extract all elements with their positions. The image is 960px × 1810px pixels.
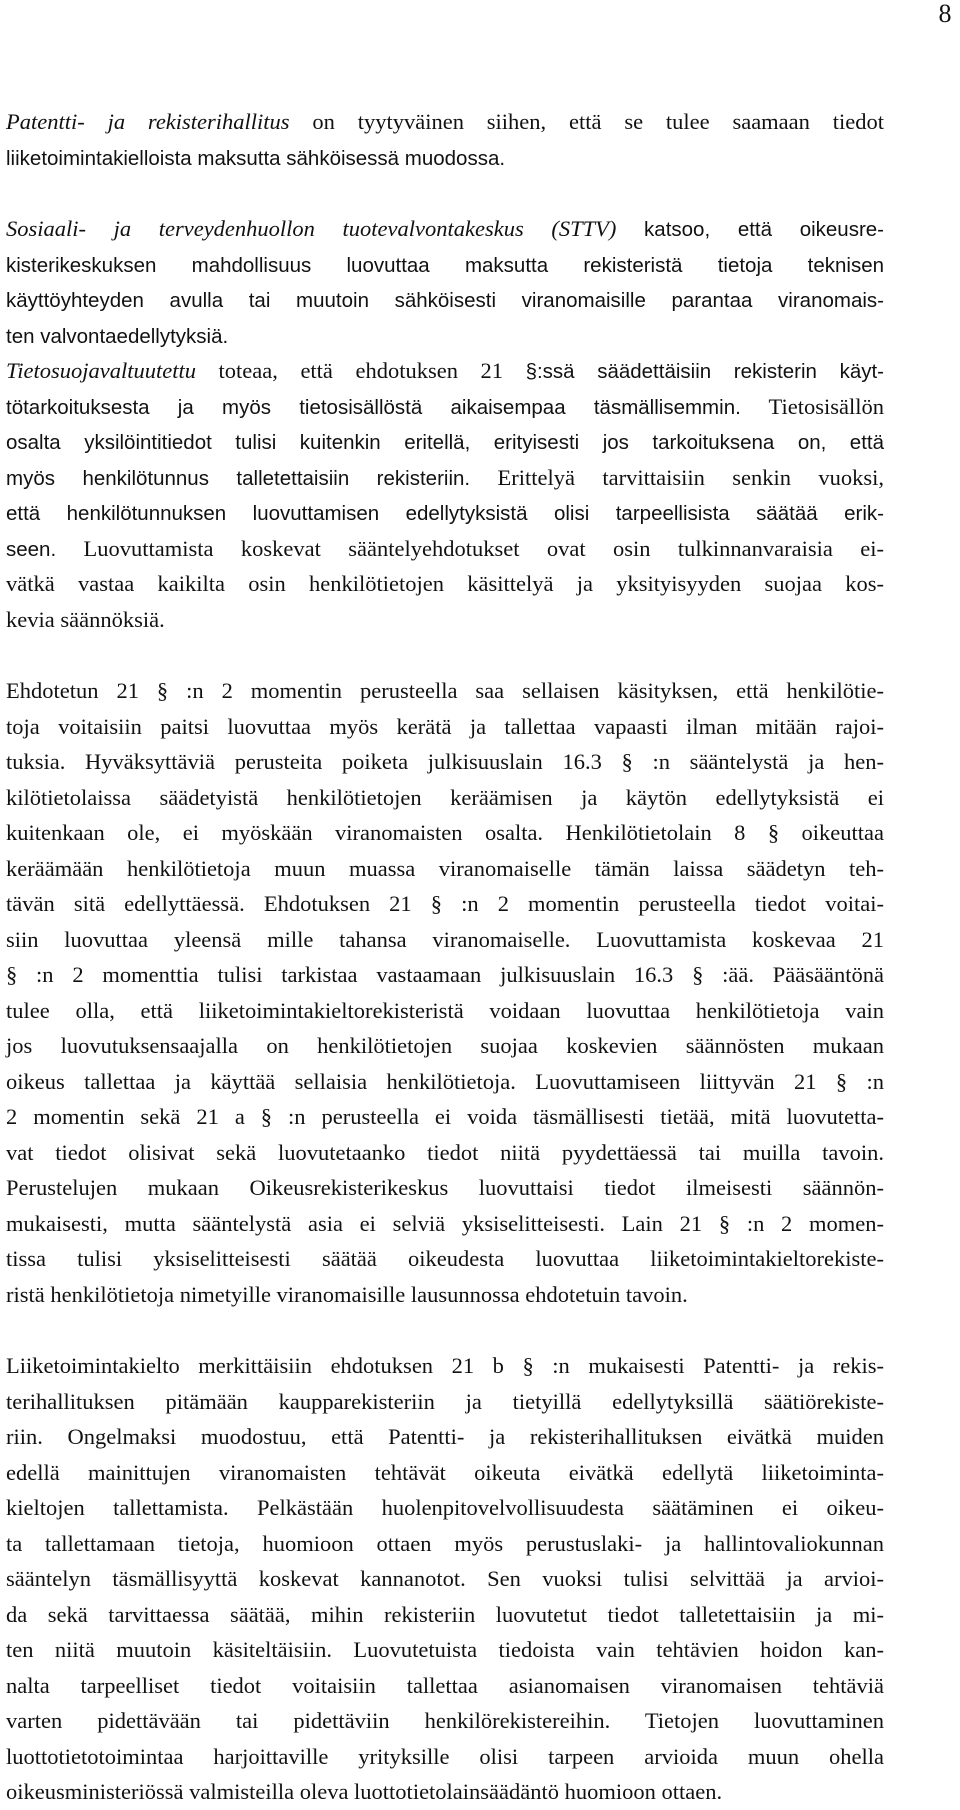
text-segment: liiketoimintakielloista maksutta sähköisessä muodossa.: [6, 146, 506, 170]
text-line: [6, 922, 884, 958]
text-line: [6, 815, 884, 851]
text-line: [6, 1206, 884, 1242]
text-segment: Tietosuojavaltuutettu: [6, 358, 196, 383]
text-segment: ten niitä muutoin käsiteltäisiin. Luovutetuista tiedoista vain tehtävien hoidon kan-: [6, 1637, 884, 1662]
text-segment: kieltojen tallettamista. Pelkästään huolenpitovelvollisuudesta säätäminen ei oikeu-: [6, 1495, 884, 1520]
text-segment: katsoo, että oikeusre-: [616, 218, 885, 241]
text-segment: oikeus tallettaa ja käyttää sellaisia henkilötietoja. Luovuttamiseen liittyvän 21 § :n: [6, 1068, 884, 1094]
text-segment: siin luovuttaa yleensä mille tahansa viranomaiselle. Luovuttamista koskevaa 21: [6, 926, 884, 952]
text-segment: Patentti- ja rekisterihallitus: [6, 109, 290, 134]
text-segment: §:ssä säädettäisiin rekisterin käyt-: [525, 360, 884, 383]
text-line: [6, 318, 884, 354]
text-segment: varten pidettävään tai pidettäviin henkilörekistereihin. Tietojen luovuttaminen: [6, 1708, 884, 1733]
text-line: [6, 424, 884, 460]
text-segment: tulee olla, että liiketoimintakieltorekisteristä voidaan luovuttaa henkilötietoja vain: [6, 997, 884, 1023]
text-line: [6, 353, 884, 389]
text-segment: jos luovutuksensaajalla on henkilötietojen suojaa koskevien säännösten mukaan: [6, 1033, 884, 1058]
text-line: [6, 780, 884, 816]
text-segment: että henkilötunnuksen luovuttamisen edellytyksistä olisi tarpeellisista säätää erik-: [6, 502, 884, 525]
text-segment: vätkä vastaa kaikilta osin henkilötietojen käsittelyä ja yksityisyyden suojaa kos-: [6, 571, 884, 596]
text-segment: kisterikeskuksen mahdollisuus luovuttaa maksutta rekisteristä tietoja teknisen: [6, 253, 884, 277]
text-segment: Liiketoimintakielto merkittäisiin ehdotuksen 21 b § :n mukaisesti Patentti- ja rekis-: [6, 1353, 884, 1378]
paragraph-ehdotetun-21: [6, 673, 884, 1312]
text-segment: käyttöyhteyden avulla tai muutoin sähköisesti viranomaisille parantaa viranomais-: [6, 289, 884, 312]
text-line: [6, 1703, 884, 1739]
text-line: [6, 1526, 884, 1562]
text-line: [6, 851, 884, 887]
text-line: [6, 1632, 884, 1668]
text-line: [6, 1348, 884, 1384]
text-line: [6, 1064, 884, 1100]
text-line: [6, 673, 884, 709]
text-segment: tötarkoituksesta ja myös tietosisällöstä aikaisempaa täsmällisemmin.: [6, 395, 741, 419]
paragraph-sttv: [6, 211, 884, 353]
text-segment: tuksia. Hyväksyttäviä perusteita poiketa julkisuuslain 16.3 § :n sääntelystä ja hen-: [6, 749, 884, 774]
text-segment: myös henkilötunnus talletettaisiin rekisteriin.: [6, 466, 471, 490]
text-line: [6, 1419, 884, 1455]
text-segment: kevia säännöksiä.: [6, 606, 165, 632]
text-line: [6, 744, 884, 780]
text-line: [6, 104, 884, 140]
text-segment: oikeusministeriössä valmisteilla oleva luottotietolainsäädäntö huomioon ottaen.: [6, 1779, 723, 1804]
text-segment: Luovuttamista koskevat sääntelyehdotukset ovat osin tulkinnanvaraisia ei-: [56, 535, 884, 561]
text-line: [6, 460, 884, 496]
text-line: [6, 389, 884, 425]
text-line: [6, 282, 884, 318]
text-segment: Ehdotetun 21 § :n 2 momentin perusteella saa sellaisen käsityksen, että henkilötie-: [6, 678, 884, 703]
text-segment: ten valvontaedellytyksiä.: [6, 324, 229, 348]
text-line: [6, 1490, 884, 1526]
text-segment: riin. Ongelmaksi muodostuu, että Patentti- ja rekisterihallituksen eivätkä muiden: [6, 1424, 884, 1449]
text-line: [6, 1739, 884, 1775]
text-line: [6, 957, 884, 993]
text-segment: sääntelyn täsmällisyyttä koskevat kannanotot. Sen vuoksi tulisi selvittää ja arvioi-: [6, 1566, 884, 1591]
text-line: [6, 1561, 884, 1597]
text-segment: kilötietolaissa säädetyistä henkilötietojen keräämisen ja käytön edellytyksistä ei: [6, 784, 884, 810]
text-segment: toja voitaisiin paitsi luovuttaa myös kerätä ja tallettaa vapaasti ilman mitään rajoi-: [6, 713, 884, 739]
text-segment: da sekä tarvittaessa säätää, mihin rekisteriin luovutetut tiedot talletettaisiin ja mi-: [6, 1601, 884, 1627]
page-number: 8: [938, 0, 952, 28]
text-line: [6, 1774, 884, 1810]
text-segment: Tietosisällön: [740, 393, 885, 419]
text-line: [6, 247, 884, 283]
text-segment: § :n 2 momenttia tulisi tarkistaa vastaamaan julkisuuslain 16.3 § :ää. Pääsääntönä: [6, 962, 884, 987]
text-line: [6, 531, 884, 567]
text-line: [6, 1384, 884, 1420]
text-segment: vat tiedot olisivat sekä luovutetaanko tiedot niitä pyydettäessä tai muilla tavoin.: [6, 1139, 884, 1165]
text-segment: toteaa, että ehdotuksen 21: [196, 358, 526, 383]
text-line: [6, 566, 884, 602]
text-segment: osalta yksilöintitiedot tulisi kuitenkin eritellä, erityisesti jos tarkoituksena on, että: [6, 431, 884, 454]
text-line: [6, 993, 884, 1029]
text-line: [6, 1135, 884, 1171]
text-segment: on tyytyväinen siihen, että se tulee saamaan tiedot: [289, 109, 884, 134]
paragraph-liiketoimintakielto: [6, 1348, 884, 1810]
document-body: [6, 104, 884, 1810]
text-segment: seen.: [6, 537, 57, 561]
text-segment: tissa tulisi yksiselitteisesti säätää oikeudesta luovuttaa liiketoimintakieltorekiste-: [6, 1246, 884, 1271]
text-line: [6, 886, 884, 922]
text-line: [6, 1277, 884, 1313]
text-segment: mukaisesti, mutta sääntelystä asia ei selviä yksiselitteisesti. Lain 21 § :n 2 momen-: [6, 1210, 884, 1236]
text-line: [6, 495, 884, 531]
text-line: [6, 140, 884, 176]
paragraph-tietosuojavaltuutettu: [6, 353, 884, 637]
text-segment: ristä henkilötietoja nimetyille viranomaisille lausunnossa ehdotetuin tavoin.: [6, 1281, 688, 1307]
text-segment: Perustelujen mukaan Oikeusrekisterikeskus luovuttaisi tiedot ilmeisesti säännön-: [6, 1175, 884, 1200]
text-segment: kuitenkaan ole, ei myöskään viranomaisten osalta. Henkilötietolain 8 § oikeuttaa: [6, 820, 884, 845]
paragraph-patentti: [6, 104, 884, 175]
text-segment: terihallituksen pitämään kaupparekisteriin ja tietyillä edellytyksillä säätiörekiste-: [6, 1388, 884, 1414]
text-segment: edellä mainittujen viranomaisten tehtävät oikeuta eivätkä edellytä liiketoiminta-: [6, 1459, 884, 1485]
text-line: [6, 1241, 884, 1277]
text-segment: nalta tarpeelliset tiedot voitaisiin tallettaa asianomaisen viranomaisen tehtäviä: [6, 1672, 884, 1698]
text-segment: Erittelyä tarvittaisiin senkin vuoksi,: [470, 464, 884, 490]
text-line: [6, 709, 884, 745]
text-line: [6, 1028, 884, 1064]
text-line: [6, 602, 884, 638]
text-segment: Sosiaali- ja terveydenhuollon tuotevalvontakeskus (STTV): [6, 216, 617, 241]
text-line: [6, 1170, 884, 1206]
text-line: [6, 1455, 884, 1491]
text-segment: tävän sitä edellyttäessä. Ehdotuksen 21 § :n 2 momentin perusteella tiedot voitai-: [6, 891, 884, 916]
text-segment: keräämään henkilötietoja muun muassa viranomaiselle tämän laissa säädetyn teh-: [6, 855, 884, 881]
text-segment: ta tallettamaan tietoja, huomioon ottaen myös perustuslaki- ja hallintovaliokunnan: [6, 1530, 884, 1556]
text-segment: luottotietotoimintaa harjoittaville yrityksille olisi tarpeen arvioida muun ohella: [6, 1743, 884, 1769]
text-line: [6, 1099, 884, 1135]
text-line: [6, 211, 884, 247]
text-line: [6, 1597, 884, 1633]
text-segment: 2 momentin sekä 21 a § :n perusteella ei voida täsmällisesti tietää, mitä luovutetta-: [6, 1104, 884, 1129]
